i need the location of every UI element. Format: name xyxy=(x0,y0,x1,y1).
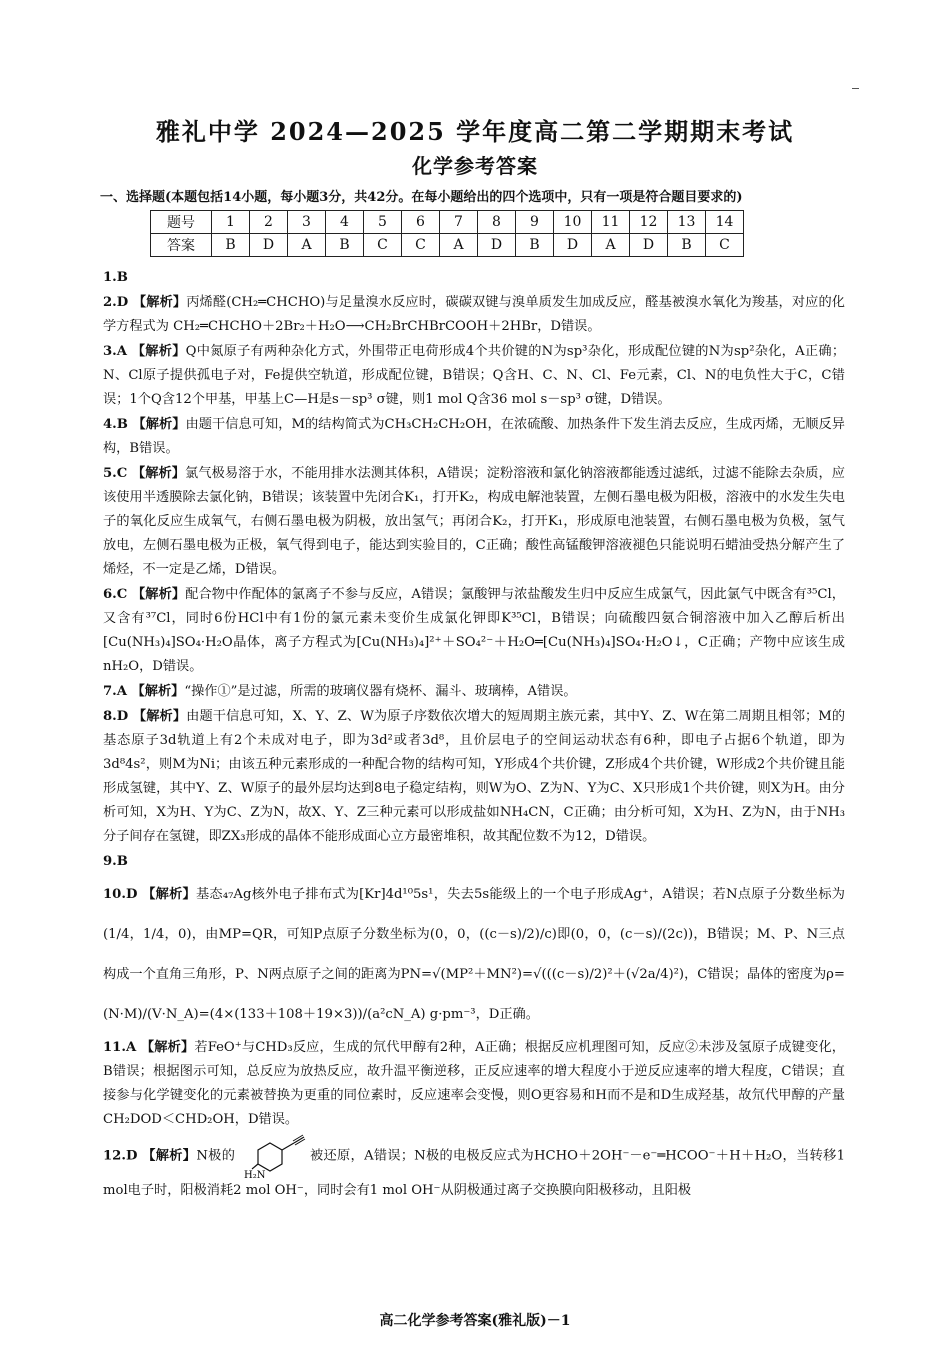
item-lead: 8.D 【解析】 xyxy=(103,709,187,724)
item-lead: 4.B 【解析】 xyxy=(103,417,186,432)
aminophenylacetylene-structure-icon xyxy=(242,1133,308,1179)
item-text: “操作①”是过滤，所需的玻璃仪器有烧杯、漏斗、玻璃棒，A错误。 xyxy=(184,684,577,699)
explanation-item xyxy=(103,680,845,704)
item-lead: 11.A 【解析】 xyxy=(103,1040,195,1055)
explanation-item xyxy=(103,875,845,1035)
item-lead: 12.D 【解析】 xyxy=(103,1148,197,1164)
item-lead: 9.B xyxy=(103,854,128,869)
item-text: 配合物中作配体的氯离子不参与反应，A错误；氯酸钾与浓盐酸发生归中反应生成氯气，因此氯气中既含有³⁵Cl，又含有³⁷Cl，同时6份HCl中有1份的氯元素未变价生成氯化钾即K³⁵Cl，B错误；向硫酸四氨合铜溶液中加入乙醇后析出[Cu(NH₃)₄]SO₄·H₂O晶体，离子方程式为[Cu(NH₃)₄]²⁺＋SO₄²⁻＋H₂O═[Cu(NH₃)₄]SO₄·H₂O↓，C正确；产物中应该生成nH₂O，D错误。 xyxy=(103,587,845,674)
explanation-item xyxy=(103,705,845,849)
explanation-item xyxy=(103,266,845,290)
answer-cell: A xyxy=(592,234,630,257)
number-cell: 11 xyxy=(592,211,630,234)
item-text: Q中氮原子有两种杂化方式，外围带正电荷形成4个共价键的N为sp³杂化，形成配位键的N为sp²杂化，A正确；N、Cl原子提供孤电子对，Fe提供空轨道，形成配位键，B错误；Q含H、C、N、Cl、Fe元素，Cl、N的电负性大于C，C错误；1个Q含12个甲基，甲基上C—H是s－sp³ σ键，则1 mol Q含36 mol s－sp³ σ键，D错误。 xyxy=(103,344,846,407)
section-heading: 一、选择题(本题包括14小题，每小题3分，共42分。在每小题给出的四个选项中，只有一项是符合题目要求的) xyxy=(100,190,743,205)
answer-cell: C xyxy=(402,234,440,257)
item-text: 若FeO⁺与CHD₃反应，生成的氘代甲醇有2种，A正确；根据反应机理图可知，反应②未涉及氢原子成键变化，B错误；根据图示可知，总反应为放热反应，故升温平衡逆移，正反应速率的增大程度小于逆反应速率的增大程度，C错误；直接参与化学键变化的元素被替换为更重的同位素时，反应速率会变慢，则O更容易和H而不是和D生成羟基，故氘代甲醇的产量CH₂DOD＜CHD₂OH，D错误。 xyxy=(103,1040,845,1127)
answer-cell: A xyxy=(440,234,478,257)
answer-cell: C xyxy=(364,234,402,257)
item-text: 由题干信息可知，M的结构简式为CH₃CH₂CH₂OH，在浓硫酸、加热条件下发生消去反应，生成丙烯，无顺反异构，B错误。 xyxy=(103,417,845,456)
table-row-answers xyxy=(151,234,744,257)
row-label: 答案 xyxy=(151,234,212,257)
item-text: 由题干信息可知，X、Y、Z、W为原子序数依次增大的短周期主族元素，其中Y、Z、W在第二周期且相邻；M的基态原子3d轨道上有2个未成对电子，即为3d²或者3d⁸，且价层电子的空间运动状态有6种，即电子占据6个轨道，即为3d⁸4s²，则M为Ni；由该五种元素形成的一种配合物的结构可知，Y形成4个共价键，Z形成4个共价键，W形成2个共价键且能形成氢键，其中Y、Z、W原子的最外层均达到8电子稳定结构，则W为O、Z为N、Y为C、X只形成1个共价键，则X为H。由分析可知，X为H、Y为C、Z为N，故X、Y、Z三种元素可以形成盐如NH₄CN，C正确；由分析可知，X为H、Z为N，由于NH₃分子间存在氢键，即ZX₃形成的晶体不能形成面心立方最密堆积，故其配位数不为12，D错误。 xyxy=(103,709,846,844)
item-lead: 7.A 【解析】 xyxy=(103,684,185,699)
explanation-item xyxy=(103,340,845,412)
item-lead: 10.D 【解析】 xyxy=(103,887,196,902)
explanations xyxy=(103,266,845,1204)
page-footer: 高二化学参考答案(雅礼版)－1 xyxy=(379,1313,571,1329)
edge-mark xyxy=(852,88,859,89)
item-text: 氯气极易溶于水，不能用排水法测其体积，A错误；淀粉溶液和氯化钠溶液都能透过滤纸，过滤不能除去杂质，应该使用半透膜除去氯化钠，B错误；该装置中先闭合K₁，打开K₂，构成电解池装置，左侧石墨电极为阳极，溶液中的水发生失电子的氧化反应生成氧气，右侧石墨电极为阴极，放出氢气；再闭合K₂，打开K₁，形成原电池装置，右侧石墨电极为负极，氢气放电，左侧石墨电极为正极，氧气得到电子，能达到实验目的，C正确；酸性高锰酸钾溶液褪色只能说明石蜡油受热分解产生了烯烃，不一定是乙烯，D错误。 xyxy=(103,466,845,577)
item-text: 丙烯醛(CH₂═CHCHO)与足量溴水反应时，碳碳双键与溴单质发生加成反应，醛基被溴水氧化为羧基，对应的化学方程式为 CH₂═CHCHO＋2Br₂＋H₂O⟶CH₂BrCHBrCOOH＋2HBr，D错误。 xyxy=(103,295,845,334)
answer-cell: B xyxy=(212,234,250,257)
explanation-item xyxy=(103,850,845,874)
answer-cell: B xyxy=(668,234,706,257)
answer-cell: D xyxy=(630,234,668,257)
answer-cell: C xyxy=(706,234,744,257)
item-text: 被还原，A错误；N极的电极反应式为HCHO＋2OH⁻－e⁻═HCOO⁻＋H＋H₂O，当转移1 mol电子时，阳极消耗2 mol OH⁻，同时会有1 mol OH⁻从阴极通过离子交换膜向阳极移动，且阳极 xyxy=(103,1148,845,1198)
answer-cell: B xyxy=(516,234,554,257)
explanation-item xyxy=(103,462,845,582)
answer-table xyxy=(150,210,744,257)
number-cell: 14 xyxy=(706,211,744,234)
row-label: 题号 xyxy=(151,211,212,234)
amino-label: H₂N xyxy=(243,1170,266,1179)
explanation-item xyxy=(103,413,845,461)
explanation-item xyxy=(103,1036,845,1132)
explanation-item xyxy=(103,291,845,339)
answer-cell: A xyxy=(288,234,326,257)
number-cell: 13 xyxy=(668,211,706,234)
number-cell: 7 xyxy=(440,211,478,234)
explanation-item xyxy=(103,583,845,679)
number-cell: 6 xyxy=(402,211,440,234)
item-text-before: N极的 xyxy=(196,1148,236,1164)
number-cell: 3 xyxy=(288,211,326,234)
number-cell: 9 xyxy=(516,211,554,234)
item-lead: 6.C 【解析】 xyxy=(103,587,186,602)
answer-cell: D xyxy=(250,234,288,257)
number-cell: 12 xyxy=(630,211,668,234)
number-cell: 2 xyxy=(250,211,288,234)
number-cell: 1 xyxy=(212,211,250,234)
item-lead: 2.D 【解析】 xyxy=(103,295,187,310)
exam-title: 雅礼中学 2024—2025 学年度高二第二学期期末考试 xyxy=(155,117,795,146)
number-cell: 8 xyxy=(478,211,516,234)
answer-cell: B xyxy=(326,234,364,257)
number-cell: 4 xyxy=(326,211,364,234)
item-lead: 5.C 【解析】 xyxy=(103,466,186,481)
number-cell: 10 xyxy=(554,211,592,234)
explanation-item xyxy=(103,1133,845,1203)
item-lead: 3.A 【解析】 xyxy=(103,344,186,359)
table-row-numbers xyxy=(151,211,744,234)
item-lead: 1.B xyxy=(103,270,128,285)
item-text: 基态₄₇Ag核外电子排布式为[Kr]4d¹⁰5s¹，失去5s能级上的一个电子形成Ag⁺，A错误；若N点原子分数坐标为(1/4，1/4，0)，由MP=QR，可知P点原子分数坐标为(0，0，((c－s)/2)/c)即(0，0，(c－s)/(2c))，B错误；M、P、N三点构成一个直角三角形，P、N两点原子之间的距离为PN=√(MP²＋MN²)=√(((c－s)/2)²＋(√2a/4)²)，C错误；晶体的密度为ρ=(N·M)/(V·N_A)=(4×(133＋108＋19×3))/(a²cN_A) g·pm⁻³，D正确。 xyxy=(103,887,845,1022)
exam-subtitle: 化学参考答案 xyxy=(412,154,538,178)
number-cell: 5 xyxy=(364,211,402,234)
answer-cell: D xyxy=(554,234,592,257)
answer-cell: D xyxy=(478,234,516,257)
